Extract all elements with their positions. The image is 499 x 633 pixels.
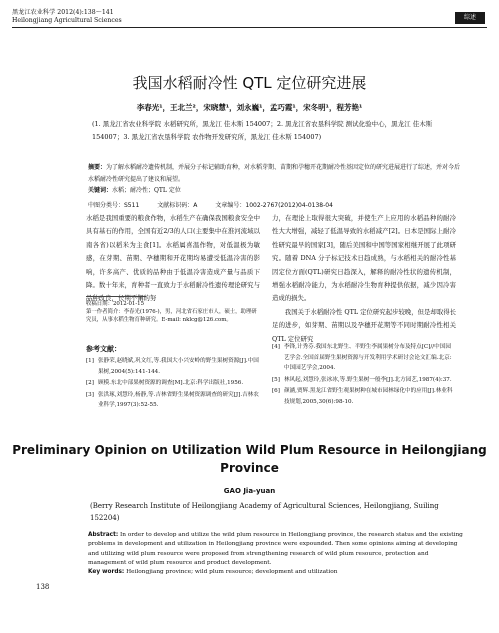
journal-name: 黑龙江农业科学 2012(4):138～141 [12, 9, 114, 16]
affiliation-cn: (1. 黑龙江省农业科学院 水稻研究所，黑龙江 佳木斯 154007；2. 黑龙江省农垦科学院 测试化验中心，黑龙江 佳木斯 154007；3. 黑龙江省农垦科学院 农作物开发研究所，黑龙江 佳木斯 154007) [92, 120, 433, 141]
keywords-en [88, 568, 465, 577]
journal-header [12, 9, 122, 25]
references-left [86, 356, 260, 412]
reference-number: [6] [272, 388, 280, 394]
reference-item [86, 378, 260, 389]
affiliation-en: (Berry Research Institute of Heilongjiang Academy of Agricultural Sciences, Heilongjiang, Suiling 152204) [90, 502, 439, 522]
references-right [272, 342, 456, 408]
reference-number: [1] [86, 358, 94, 364]
article-meta [88, 200, 465, 209]
reference-text: 林风起,刘慧玲,张冰冰,等.野生果树一般李[J].北方园艺,1987(4):37. [283, 376, 452, 383]
reference-number: [5] [272, 376, 280, 383]
reference-item [272, 386, 456, 407]
article-number: 文章编号：1002-2767(2012)04-0138-04 [215, 202, 333, 209]
abstract-en [88, 531, 465, 568]
abstract-cn-block [88, 162, 465, 197]
footnote [86, 300, 262, 324]
author-en: GAO Jia-yuan [223, 487, 276, 495]
document-code: 文献标识码：A [157, 202, 198, 209]
abstract-cn-label: 摘要： [88, 164, 107, 171]
page-number: 138 [36, 583, 50, 591]
reference-number: [2] [86, 380, 94, 386]
author-bio: 第一作者简介：李春光(1976-)，男，河北省石家庄市人，硕士，助理研究员，从事水稻生物育种研究。E-mail: nklcg@126.com。 [86, 309, 257, 323]
reference-item [86, 356, 260, 377]
reference-number: [3] [86, 391, 94, 398]
abstract-en-text: In order to develop and utilize the wild plum resource in Heilongjiang province, the research status and the existing problems in development and utilization in Heilongjiang province were expounded. Then some opinions aiming at developing and utilizing wild plum resource were proposed from strengthening research of wild plum resource, protection and management of wild plum resource and product development. [88, 532, 463, 566]
abstract-en-label: Abstract: [88, 532, 119, 538]
reference-text: 张静荣,赵晓斌,巩文红,等.我国大小兴安岭的野生果树资源[J].中国果树,2004(5):141-144. [97, 358, 259, 375]
clc-number: 中图分类号：S511 [88, 202, 140, 209]
authors-cn: 李春光¹，王北兰²，宋晓慧¹，刘永巍¹，孟巧霞¹，宋冬明¹，程芳艳¹ [136, 103, 363, 112]
keywords-en-label: Key words: [88, 569, 125, 576]
body-right-paragraph-1: 力，在理论上取得很大突破，并使生产上应用的水稻品种的耐冷性大大增强，减轻了低温导致的水稻减产[2]。日本是国际上耐冷性研究最早的国家[3]，随后美国和中国等国家相继开展了此项研究。随着 DNA 分子标记技术日趋成熟，与水稻相关的耐冷性基因定位方面(QTL)研究日趋深入，解释的耐冷性状的遗传机制，增强水稻耐冷能力，为水稻耐冷生物育种提供依据，减少因冷害造成的损失。 [272, 214, 456, 303]
body-right-column [272, 212, 456, 346]
reference-text: 张洪琢,刘慧玲,杨静,等.吉林省野生果树资源调查的研究[J].吉林农业科学,1997(3):52-55. [97, 391, 259, 408]
header-rule [12, 27, 487, 28]
reference-item [86, 390, 260, 411]
references-heading: 参考文献： [86, 345, 121, 353]
section-badge: 综述 [455, 12, 485, 24]
keywords-en-text: Heilongjiang province; wild plum resource; development and utilization [126, 569, 338, 576]
body-right-paragraph-2: 我国关于水稻耐冷性 QTL 定位研究起步较晚，但是却取得长足的进步，如芽期、苗期以及孕穗开花期等不同时期耐冷性相关 QTL 定位研究 [272, 307, 456, 343]
keywords-cn-label: 关键词： [88, 187, 113, 194]
keywords-cn-text: 水稻；耐冷性；QTL 定位 [112, 187, 181, 194]
body-left-column: 水稻是我国重要的粮食作物，水稻生产在确保我国粮食安全中具有基石的作用，全国有近2/3的人口(主要集中在淮河流域以南各省)以稻米为主食[1]。水稻属喜温作物，对低温极为敏感，在芽期、苗期、孕穗期和开花期均易遭受低温冷害的影响，许多高产、优质的品种由于低温冷害造成产量与品质下降。数十年来，育种者一直致力于水稻耐冷性遗传理论研究与品种改良，长期不懈的努 [86, 214, 260, 303]
abstract-cn-text: 为了解水稻耐冷遗传机制，并展分子标记辅助育种，对水稻芽期、苗期和孕穗开花期耐冷性基因定位的研究进展进行了综述，并对今后水稻耐冷性研究提出了建议和展望。 [88, 164, 461, 183]
reference-text: 颜涵,贾辉.黑龙江省野生观果树种在城市园林绿化中的应用[J].林业科技规划,2005,30(6):98-10. [283, 388, 453, 405]
reference-item [272, 342, 456, 374]
reference-text: 李锋,计秀芬.我国东北野生、半野生李属果树分布及特点[C]//中国园艺学会.全国首届野生果树资源与开发利用学术研讨会论文汇编.北京:中国园艺学会,2004. [283, 344, 452, 371]
footnote-rule [86, 296, 146, 297]
abstract-cn [88, 162, 465, 185]
title-cn: 我国水稻耐冷性 QTL 定位研究进展 [132, 74, 367, 92]
reference-number: [4] [272, 344, 280, 350]
received-date: 收稿日期：2012-01-15 [86, 301, 145, 307]
keywords-cn [88, 185, 465, 197]
abstract-en-block [88, 531, 465, 577]
title-en: Preliminary Opinion on Utilization Wild Plum Resource in Heilongjiang Province [12, 443, 487, 475]
journal-name-en: Heilongjiang Agricultural Sciences [12, 17, 122, 24]
reference-text: 顾模.东北中部果树资源的调查[M].北京:科学出版社,1956. [97, 380, 244, 386]
reference-item [272, 375, 456, 386]
